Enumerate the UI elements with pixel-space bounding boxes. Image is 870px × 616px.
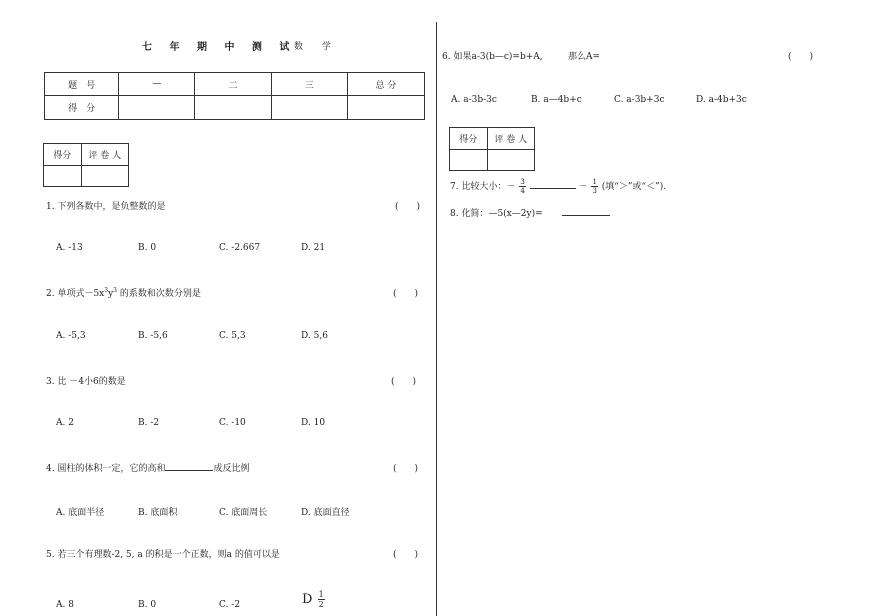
grader-name-label: 评 卷 人: [81, 144, 128, 166]
numerator: 3: [520, 178, 525, 186]
answer-paren[interactable]: ( ): [393, 550, 419, 560]
option: A. 8: [56, 600, 74, 610]
question-1: 1. 下列各数中，是负整数的是: [46, 202, 166, 212]
fraction: [591, 178, 597, 195]
score-table-header: 题 号: [45, 73, 119, 96]
score-table-header: —: [119, 73, 195, 96]
question-7: [450, 178, 666, 195]
question-6-then: 那么A=: [568, 52, 601, 62]
option: B. -5,6: [138, 331, 168, 341]
answer-blank[interactable]: [530, 188, 576, 189]
option: A. 底面半径: [56, 508, 105, 518]
question-5: 5. 若三个有理数-2, 5, a 的积是一个正数，则a 的值可以是: [46, 550, 280, 560]
option: D. 10: [301, 418, 326, 428]
option: A. -5,3: [56, 331, 86, 341]
question-2-var: y: [108, 289, 114, 299]
grader-box: [43, 143, 129, 187]
grader-score-label: 得分: [44, 144, 82, 166]
denominator: 3: [592, 187, 597, 195]
minus-sign: －: [578, 182, 588, 192]
grader-name-cell[interactable]: [81, 166, 128, 187]
answer-paren[interactable]: ( ): [393, 289, 419, 299]
option: C. 底面周长: [219, 508, 268, 518]
numerator: 1: [318, 590, 324, 599]
page-title: 七 年 期 中 测 试: [142, 42, 297, 53]
option: B. 0: [138, 243, 157, 253]
option: A. a-3b-3c: [451, 95, 497, 105]
question-7-prefix: 7. 比较大小：－: [450, 182, 516, 192]
grader-name-cell[interactable]: [487, 150, 534, 171]
option: D. a-4b+3c: [696, 95, 747, 105]
score-cell[interactable]: [347, 96, 424, 120]
grader-score-label: 得分: [450, 128, 488, 150]
answer-paren[interactable]: ( ): [393, 464, 419, 474]
answer-paren[interactable]: ( ): [391, 377, 417, 387]
option-letter: D: [302, 592, 313, 607]
question-4-prefix: 4. 圆柱的体积一定，它的高和: [46, 464, 166, 474]
option: [302, 590, 326, 609]
option: D. 5,6: [301, 331, 328, 341]
question-2: [46, 286, 201, 299]
denominator: 4: [520, 187, 525, 195]
score-cell[interactable]: [195, 96, 271, 120]
grader-score-cell[interactable]: [450, 150, 488, 171]
subject-label: 数 学: [294, 42, 339, 52]
question-2-suffix: 的系数和次数分别是: [117, 289, 201, 299]
denominator: 2: [318, 600, 324, 609]
option: D. 21: [301, 243, 326, 253]
option: B. a—4b+c: [531, 95, 582, 105]
score-table-header: 三: [271, 73, 347, 96]
question-8-prefix: 8. 化简：—5(x—2y)=: [450, 209, 543, 219]
score-table: [44, 72, 425, 120]
score-cell[interactable]: [119, 96, 195, 120]
question-4-suffix: 成反比例: [213, 464, 250, 474]
question-7-suffix: (填“＞”或“＜”).: [601, 182, 667, 192]
answer-blank[interactable]: [165, 470, 213, 471]
column-divider: [436, 22, 437, 616]
grader-box: [449, 127, 535, 171]
option: A. -13: [56, 243, 83, 253]
option: C. -2.667: [219, 243, 261, 253]
option: D. 底面直径: [301, 508, 350, 518]
question-2-prefix: 2. 单项式－5x: [46, 289, 105, 299]
option: B. 0: [138, 600, 157, 610]
fraction: [519, 178, 525, 195]
score-cell[interactable]: [271, 96, 347, 120]
numerator: 1: [592, 178, 597, 186]
option: A. 2: [56, 418, 74, 428]
answer-paren[interactable]: ( ): [395, 202, 421, 212]
option: C. -10: [219, 418, 246, 428]
option: C. a-3b+3c: [614, 95, 665, 105]
question-4: [46, 461, 249, 474]
exponent: 3: [113, 287, 117, 294]
option: B. -2: [138, 418, 160, 428]
option: C. 5,3: [219, 331, 246, 341]
answer-blank[interactable]: [562, 215, 610, 216]
fraction: [318, 590, 325, 609]
answer-paren[interactable]: ( ): [788, 52, 814, 62]
question-6: 6. 如果a-3(b—c)=b+A,: [442, 52, 543, 62]
exponent: 3: [104, 287, 109, 294]
option: C. -2: [219, 600, 241, 610]
question-3: 3. 比 －4小6的数是: [46, 377, 126, 387]
grader-name-label: 评 卷 人: [487, 128, 534, 150]
option: B. 底面积: [138, 508, 178, 518]
grader-score-cell[interactable]: [44, 166, 82, 187]
score-table-header: 总 分: [347, 73, 424, 96]
question-8: [450, 206, 610, 219]
score-row-label: 得 分: [45, 96, 119, 120]
score-table-header: 二: [195, 73, 271, 96]
